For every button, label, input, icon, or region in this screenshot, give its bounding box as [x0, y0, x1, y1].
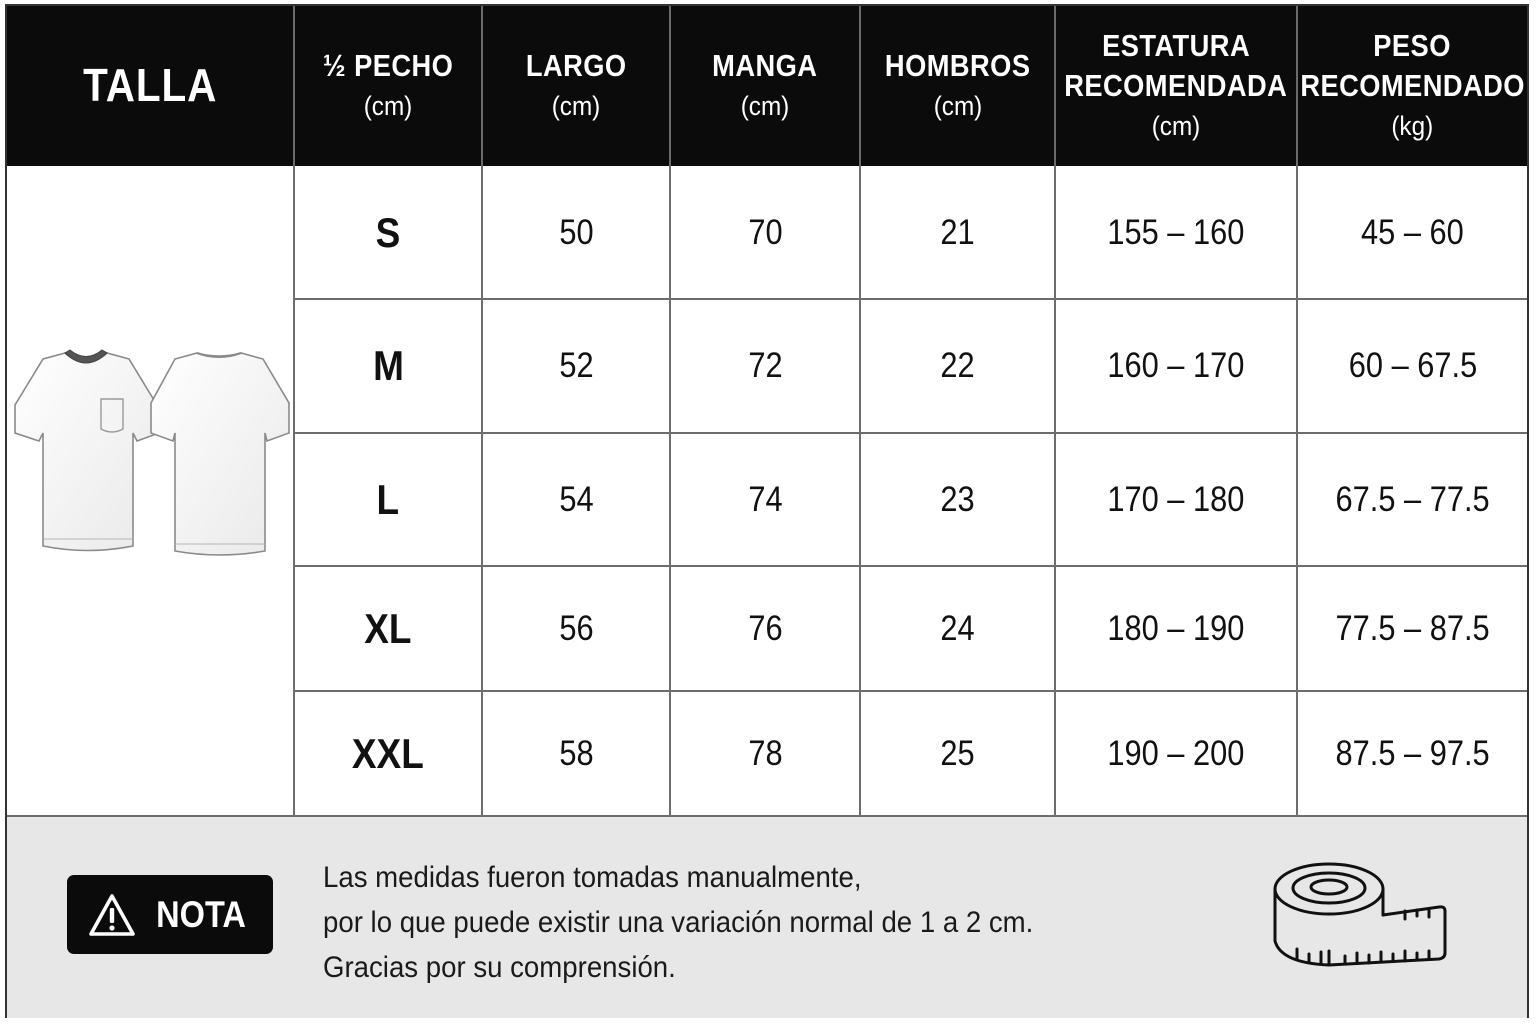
- estatura-value: 160 – 170: [1107, 346, 1245, 385]
- header-talla: TALLA: [7, 6, 295, 166]
- size-label: L: [376, 475, 400, 523]
- pecho-value: 58: [558, 733, 594, 773]
- hombros-value: 22: [940, 346, 975, 385]
- hombros-value: 23: [940, 479, 975, 519]
- header-peso: PESO RECOMENDADO (kg): [1298, 6, 1527, 166]
- note-panel: [7, 815, 1527, 1018]
- measuring-tape-icon: [1269, 859, 1449, 977]
- size-label: XL: [364, 604, 412, 652]
- largo-value: 70: [747, 213, 783, 252]
- size-label: M: [372, 342, 404, 389]
- header-hombros: HOMBROS (cm): [861, 6, 1056, 166]
- hombros-value: 21: [940, 213, 975, 252]
- largo-value: 78: [747, 733, 783, 773]
- note-text: [323, 855, 1095, 990]
- header-largo: LARGO (cm): [483, 6, 671, 166]
- header-estatura: ESTATURA RECOMENDADA (cm): [1056, 6, 1298, 166]
- size-chart: [5, 4, 1529, 1018]
- largo-value: 76: [747, 608, 783, 648]
- size-label: XXL: [352, 729, 424, 777]
- peso-value: 87.5 – 97.5: [1335, 733, 1490, 773]
- note-line: Gracias por su comprensión.: [323, 951, 676, 984]
- hombros-value: 25: [940, 733, 975, 773]
- peso-value: 67.5 – 77.5: [1335, 479, 1490, 519]
- pecho-value: 50: [558, 213, 594, 252]
- header-manga: MANGA (cm): [671, 6, 861, 166]
- peso-value: 77.5 – 87.5: [1335, 608, 1490, 648]
- estatura-value: 190 – 200: [1107, 733, 1245, 773]
- pecho-value: 56: [558, 608, 594, 648]
- tshirt-front-icon: [15, 350, 159, 551]
- nota-badge: [67, 875, 273, 954]
- tshirt-illustration: [9, 341, 291, 566]
- note-line: Las medidas fueron tomadas manualmente,: [323, 861, 862, 894]
- largo-value: 74: [747, 479, 783, 519]
- largo-value: 72: [747, 346, 783, 385]
- hombros-value: 24: [940, 608, 975, 648]
- peso-value: 45 – 60: [1361, 213, 1464, 252]
- note-line: por lo que puede existir una variación normal de 1 a 2 cm.: [323, 906, 1034, 939]
- peso-value: 60 – 67.5: [1348, 346, 1477, 385]
- estatura-value: 155 – 160: [1107, 213, 1245, 252]
- pecho-value: 54: [558, 479, 594, 519]
- estatura-value: 170 – 180: [1107, 479, 1245, 519]
- tshirt-back-icon: [151, 353, 289, 555]
- header-pecho: ½ PECHO (cm): [295, 6, 483, 166]
- warning-triangle-icon: [88, 893, 136, 937]
- estatura-value: 180 – 190: [1107, 608, 1245, 648]
- pecho-value: 52: [558, 346, 594, 385]
- size-label: S: [375, 209, 401, 256]
- nota-label: NOTA: [156, 893, 246, 935]
